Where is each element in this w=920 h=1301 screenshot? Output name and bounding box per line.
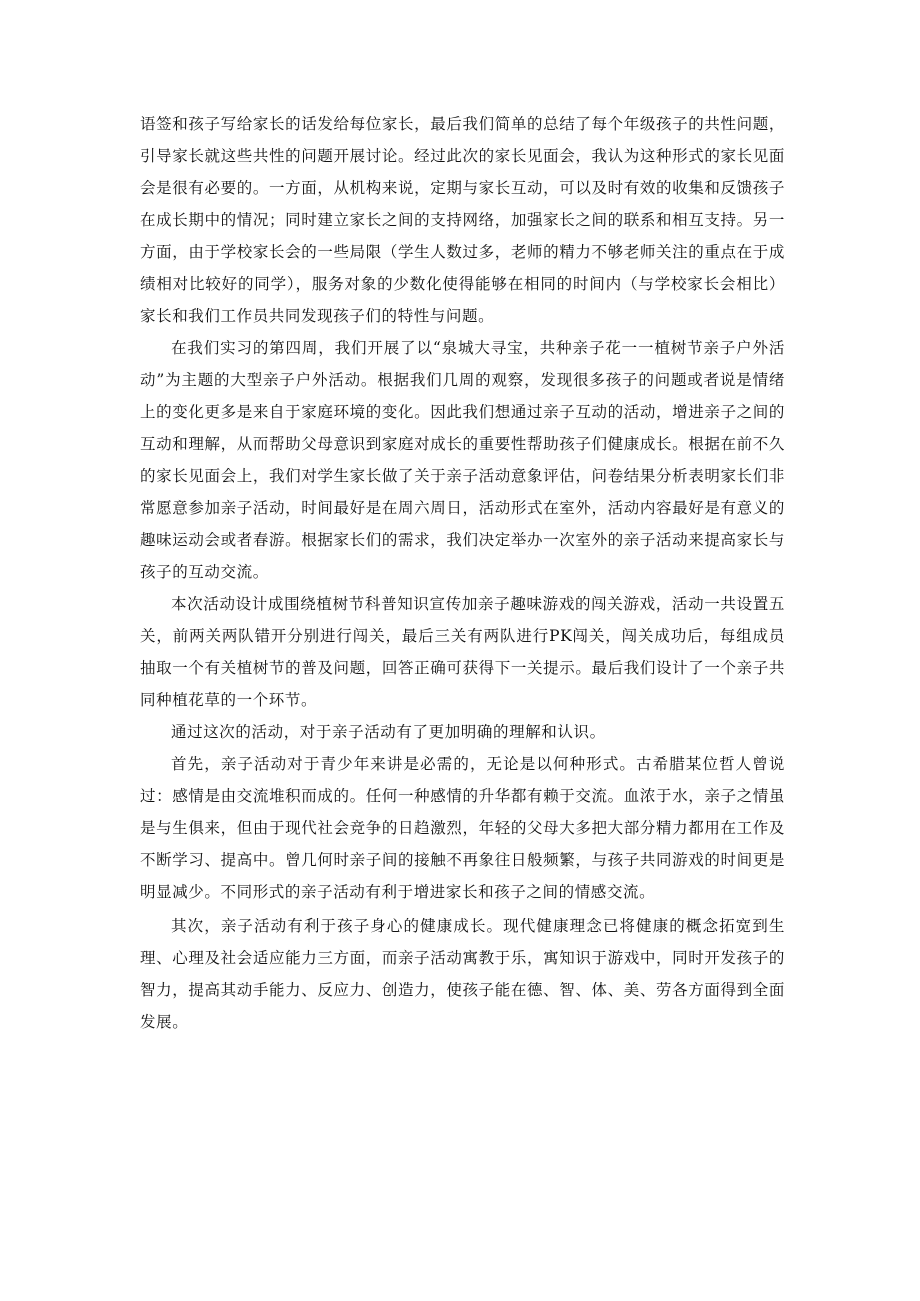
paragraph-first-point: 首先，亲子活动对于青少年来讲是必需的，无论是以何种形式。古希腊某位哲人曾说过：感情是由交流堆积而成的。任何一种感情的升华都有赖于交流。血浓于水，亲子之情虽是与生俱来，但由于现代社会竞争的日趋激烈，年轻的父母大多把大部分精力都用在工作及不断学习、提高中。曾几何时亲子间的接触不再象往日般频繁，与孩子共同游戏的时间更是明显减少。不同形式的亲子活动有利于增进家长和孩子之间的情感交流。 — [140, 755, 785, 901]
paragraph-second-point: 其次，亲子活动有利于孩子身心的健康成长。现代健康理念已将健康的概念拓宽到生理、心理及社会适应能力三方面，而亲子活动寓教于乐，寓知识于游戏中，同时开发孩子的智力，提高其动手能力、反应力、创造力，使孩子能在德、智、体、美、劳各方面得到全面发展。 — [140, 917, 785, 1031]
paragraph-outdoor-activity: 在我们实习的第四周，我们开展了以“泉城大寻宝，共种亲子花一一植树节亲子户外活动”为主题的大型亲子户外活动。根据我们几周的观察，发现很多孩子的问题或者说是情绪上的变化更多是来自于家庭环境的变化。因此我们想通过亲子互动的活动，增进亲子之间的互动和理解，从而帮助父母意识到家庭对成长的重要性帮助孩子们健康成长。根据在前不久的家长见面会上，我们对学生家长做了关于亲子活动意象评估，问卷结果分析表明家长们非常愿意参加亲子活动，时间最好是在周六周日，活动形式在室外，活动内容最好是有意义的趣味运动会或者春游。根据家长们的需求，我们决定举办一次室外的亲子活动来提高家长与孩子的互动交流。 — [140, 339, 785, 581]
paragraph-parent-meeting: 语签和孩子写给家长的话发给每位家长，最后我们简单的总结了每个年级孩子的共性问题，引导家长就这些共性的问题开展讨论。经过此次的家长见面会，我认为这种形式的家长见面会是很有必要的。一方面，从机构来说，定期与家长互动，可以及时有效的收集和反馈孩子在成长期中的情况；同时建立家长之间的支持网络，加强家长之间的联系和相互支持。另一方面，由于学校家长会的一些局限（学生人数过多，老师的精力不够老师关注的重点在于成绩相对比较好的同学），服务对象的少数化使得能够在相同的时间内（与学校家长会相比）家长和我们工作员共同发现孩子们的特性与问题。 — [140, 115, 785, 325]
paragraph-understanding: 通过这次的活动，对于亲子活动有了更加明确的理解和认识。 — [171, 723, 606, 741]
paragraph-activity-design: 本次活动设计成围绕植树节科普知识宣传加亲子趣味游戏的闯关游戏，活动一共设置五关，前两关两队错开分别进行闯关，最后三关有两队进行PK闯关，闯关成功后，每组成员抽取一个有关植树节的普及问题，回答正确可获得下一关提示。最后我们设计了一个亲子共同种植花草的一个环节。 — [140, 595, 785, 709]
document-page — [140, 108, 785, 1038]
